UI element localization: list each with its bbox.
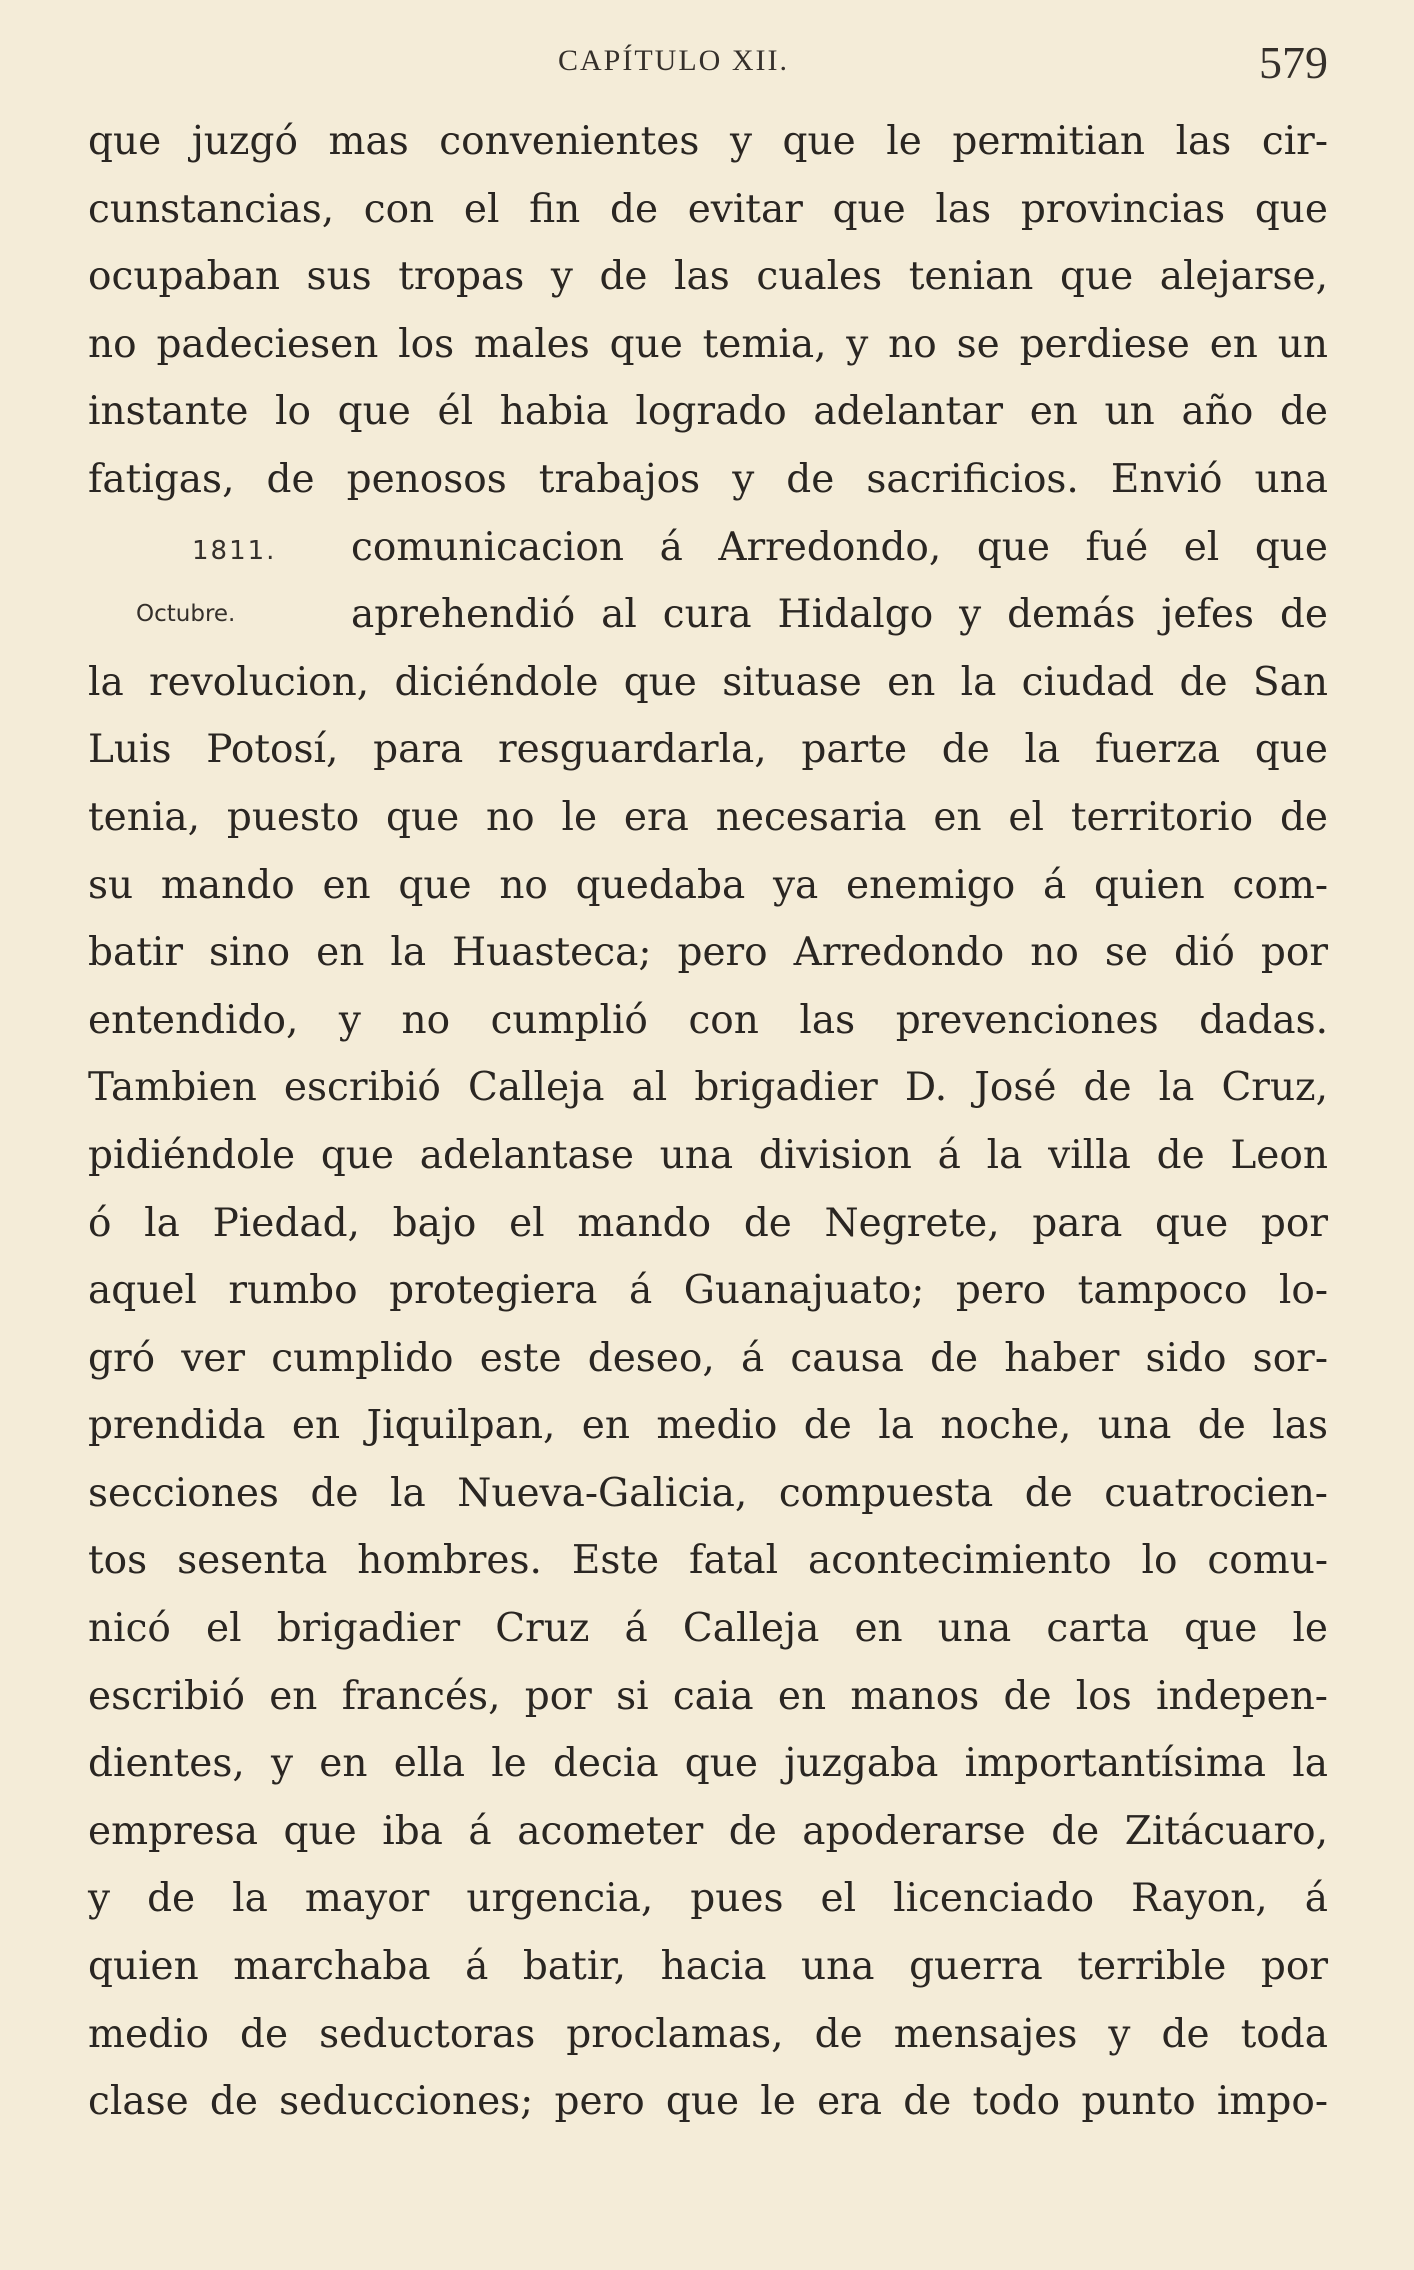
text-line: medio de seductoras proclamas, de mensajes y de toda [88, 2011, 1328, 2057]
text-line: prendida en Jiquilpan, en medio de la noche, una de las [88, 1403, 1328, 1449]
text-line: gró ver cumplido este deseo, á causa de haber sido sor- [88, 1335, 1328, 1381]
text-line: aprehendió al cura Hidalgo y demás jefes de [351, 592, 1328, 638]
running-head: CAPÍTULO XII. [558, 44, 789, 77]
text-line: pidiéndole que adelantase una division á la villa de Leon [88, 1132, 1328, 1178]
page-number: 579 [1259, 37, 1328, 88]
text-line: secciones de la Nueva-Galicia, compuesta de cuatrocien- [88, 1470, 1328, 1516]
text-line: dientes, y en ella le decia que juzgaba importantísima la [88, 1741, 1328, 1787]
text-line: ó la Piedad, bajo el mando de Negrete, para que por [88, 1200, 1328, 1246]
margin-note-month: Octubre. [136, 601, 236, 628]
margin-note-year: 1811. [192, 535, 277, 566]
text-line: su mando en que no quedaba ya enemigo á quien com- [88, 862, 1328, 908]
text-line: no padeciesen los males que temia, y no se perdiese en un [88, 321, 1328, 367]
text-line: empresa que iba á acometer de apoderarse de Zitácuaro, [88, 1808, 1328, 1854]
text-line: la revolucion, diciéndole que situase en la ciudad de San [88, 659, 1328, 705]
text-line: fatigas, de penosos trabajos y de sacrificios. Envió una [88, 456, 1328, 502]
text-line: ocupaban sus tropas y de las cuales tenian que alejarse, [88, 254, 1328, 300]
text-line: tos sesenta hombres. Este fatal acontecimiento lo comu- [88, 1538, 1328, 1584]
text-line: entendido, y no cumplió con las prevenciones dadas. [88, 997, 1328, 1043]
text-line: quien marchaba á batir, hacia una guerra terrible por [88, 1944, 1328, 1990]
body-text [88, 108, 1328, 2136]
page-header [88, 36, 1328, 92]
text-line: y de la mayor urgencia, pues el licenciado Rayon, á [88, 1876, 1328, 1922]
text-line: nicó el brigadier Cruz á Calleja en una carta que le [88, 1606, 1328, 1652]
text-line: instante lo que él habia logrado adelantar en un año de [88, 389, 1328, 435]
text-line-with-margin-note [88, 581, 1328, 649]
text-line: comunicacion á Arredondo, que fué el que [351, 524, 1328, 570]
text-line: Luis Potosí, para resguardarla, parte de la fuerza que [88, 727, 1328, 773]
text-line-with-margin-note [88, 514, 1328, 582]
text-line: escribió en francés, por si caia en manos de los indepen- [88, 1673, 1328, 1719]
text-line: batir sino en la Huasteca; pero Arredondo no se dió por [88, 930, 1328, 976]
text-line: tenia, puesto que no le era necesaria en el territorio de [88, 794, 1328, 840]
text-line: cunstancias, con el fin de evitar que las provincias que [88, 186, 1328, 232]
text-line: aquel rumbo protegiera á Guanajuato; pero tampoco lo- [88, 1268, 1328, 1314]
text-line: clase de seducciones; pero que le era de todo punto impo- [88, 2079, 1328, 2125]
text-line: Tambien escribió Calleja al brigadier D. José de la Cruz, [88, 1065, 1328, 1111]
text-line: que juzgó mas convenientes y que le permitian las cir- [88, 119, 1328, 164]
